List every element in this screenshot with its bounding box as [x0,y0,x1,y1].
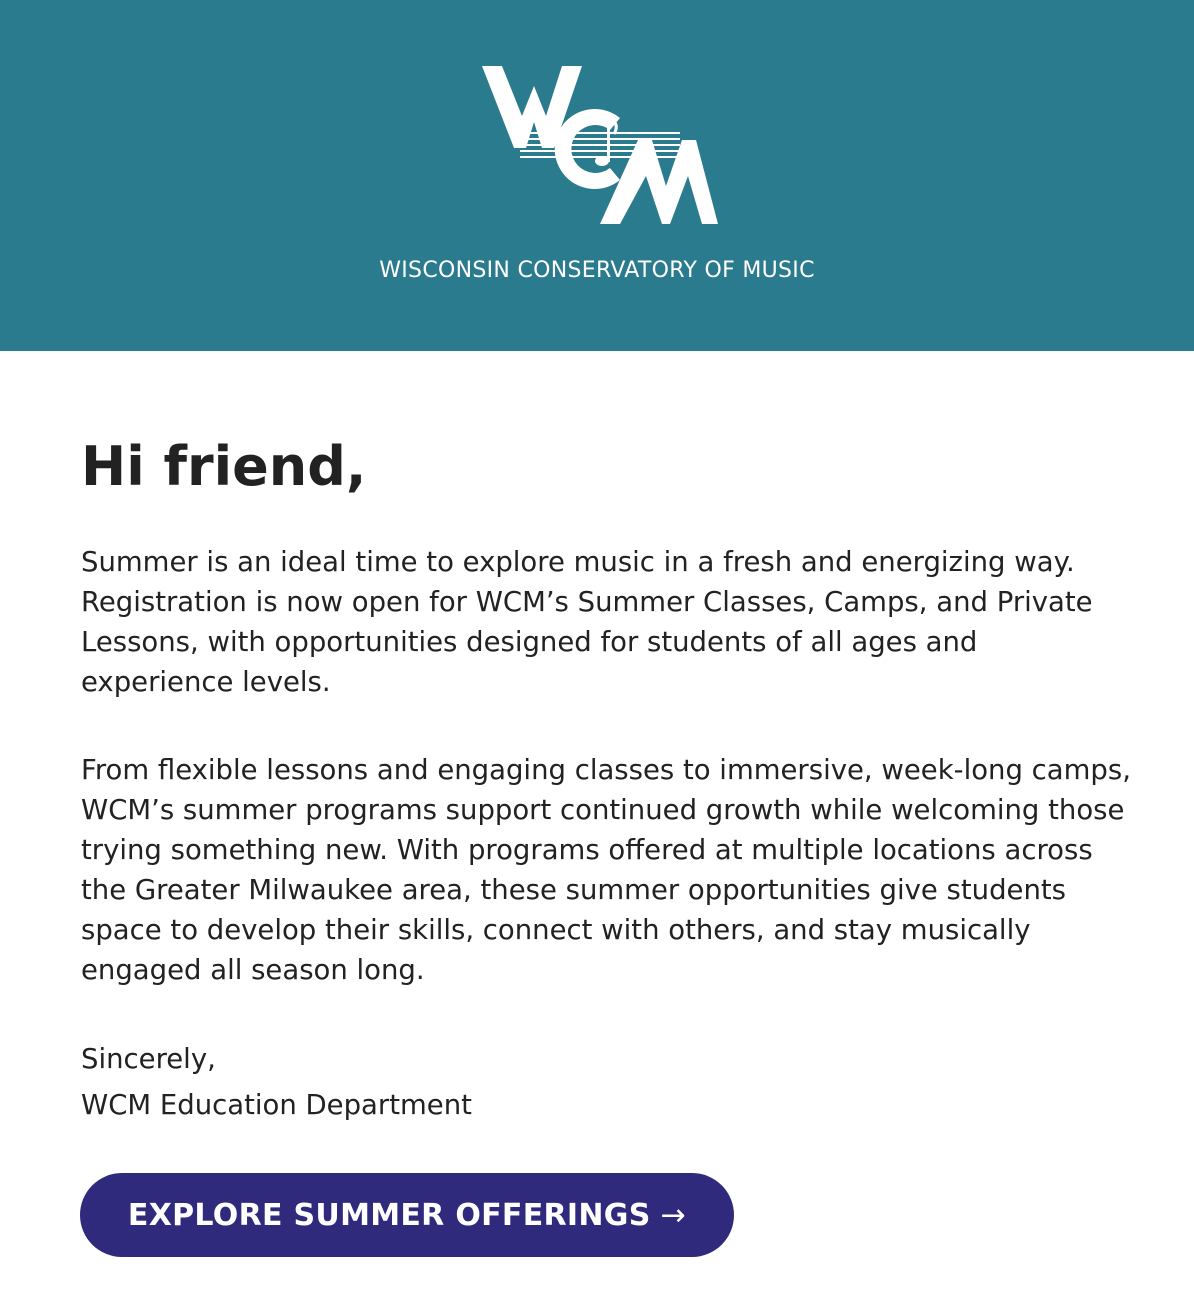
signature-text: WCM Education Department [81,1089,472,1121]
greeting-heading: Hi friend, [81,435,367,498]
details-paragraph: From flexible lessons and engaging classes to immersive, week-long camps, WCM’s summer programs support continued growth while welcoming those trying something new. With programs offered at multiple locations across the Greater Milwaukee area, these summer opportunities give students space to develop their skills, connect with others, and stay musically engaged all season long. [81,754,1131,986]
explore-summer-offerings-button[interactable] [80,1173,734,1257]
wcm-logo-icon [470,58,730,230]
organization-name: WISCONSIN CONSERVATORY OF MUSIC [379,258,815,283]
signoff [81,1036,472,1128]
intro-paragraph: Summer is an ideal time to explore music in a fresh and energizing way. Registration is now open for WCM’s Summer Classes, Camps, and Private Lessons, with opportunities designed for students of all ages and experience levels. [81,546,1093,698]
arrow-right-icon: → [660,1197,687,1233]
cta-label: EXPLORE SUMMER OFFERINGS [127,1197,651,1233]
email-header [0,0,1194,351]
closing-text: Sincerely, [81,1043,216,1075]
